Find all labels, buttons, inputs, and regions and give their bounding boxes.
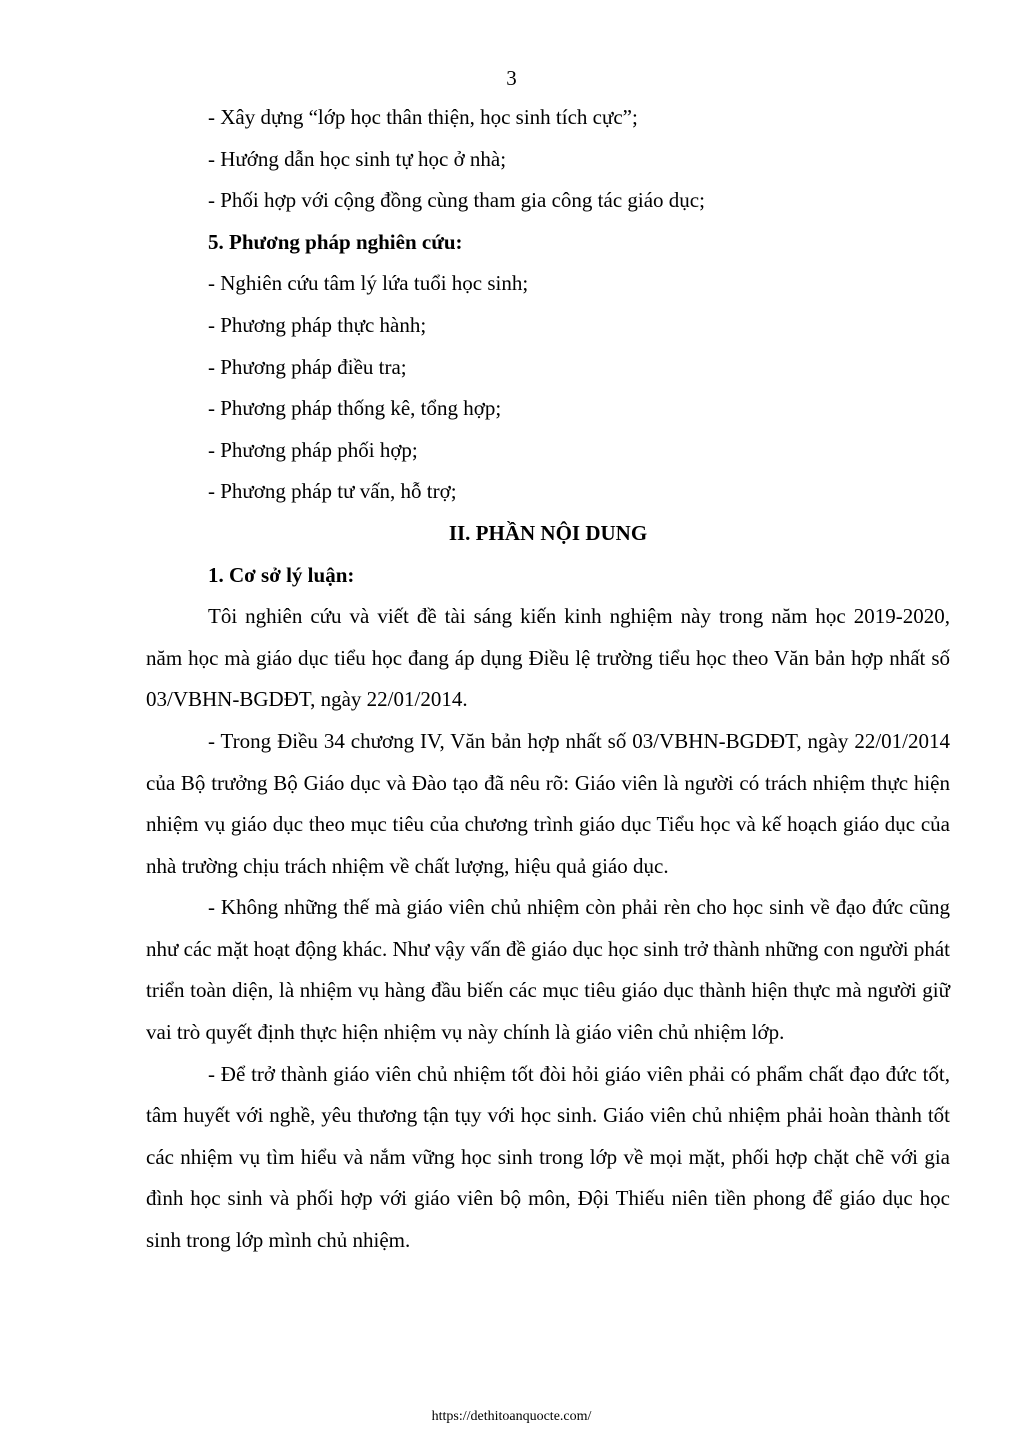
section-heading: 5. Phương pháp nghiên cứu: xyxy=(208,229,463,254)
list-item: - Hướng dẫn học sinh tự học ở nhà; xyxy=(208,146,507,171)
paragraph: - Để trở thành giáo viên chủ nhiệm tốt đòi hỏi giáo viên phải có phẩm chất đạo đức tốt, tâm huyết với nghề, yêu thương tận tụy với học sinh. Giáo viên chủ nhiệm phải hoàn thành tốt các nhiệm vụ tìm hiểu và nắm vững học sinh trong lớp về mọi mặt, phối hợp chặt chẽ với gia đình học sinh và phối hợp với giáo viên bộ môn, Đội Thiếu niên tiền phong để giáo dục học sinh trong lớp mình chủ nhiệm. xyxy=(146,1061,950,1253)
list-item: - Phương pháp thống kê, tổng hợp; xyxy=(208,396,502,421)
list-item: - Xây dựng “lớp học thân thiện, học sinh tích cực”; xyxy=(208,105,638,129)
footer-url: https://dethitoanquocte.com/ xyxy=(431,1409,592,1424)
document-body xyxy=(146,97,950,1262)
part-heading: II. PHẦN NỘI DUNG xyxy=(448,520,648,545)
section-heading: 1. Cơ sở lý luận: xyxy=(208,562,355,587)
list-item: - Phương pháp điều tra; xyxy=(208,354,407,379)
paragraph: - Trong Điều 34 chương IV, Văn bản hợp nhất số 03/VBHN-BGDĐT, ngày 22/01/2014 của Bộ trưởng Bộ Giáo dục và Đào tạo đã nêu rõ: Giáo viên là người có trách nhiệm thực hiện nhiệm vụ giáo dục theo mục tiêu của chương trình giáo dục Tiểu học và kế hoạch giáo dục của nhà trường chịu trách nhiệm về chất lượng, hiệu quả giáo dục. xyxy=(146,728,950,878)
list-item: - Phương pháp thực hành; xyxy=(208,312,427,337)
list-item: - Phương pháp tư vấn, hỗ trợ; xyxy=(208,479,457,504)
list-item: - Nghiên cứu tâm lý lứa tuổi học sinh; xyxy=(208,271,529,296)
list-item: - Phối hợp với cộng đồng cùng tham gia công tác giáo dục; xyxy=(208,188,705,213)
paragraph: - Không những thế mà giáo viên chủ nhiệm còn phải rèn cho học sinh về đạo đức cũng như các mặt hoạt động khác. Như vậy vấn đề giáo dục học sinh trở thành những con người phát triển toàn diện, là nhiệm vụ hàng đầu biến các mục tiêu giáo dục thành hiện thực mà người giữ vai trò quyết định thực hiện nhiệm vụ này chính là giáo viên chủ nhiệm lớp. xyxy=(146,895,950,1045)
paragraph: Tôi nghiên cứu và viết đề tài sáng kiến kinh nghiệm này trong năm học 2019-2020, năm học mà giáo dục tiểu học đang áp dụng Điều lệ trường tiểu học theo Văn bản hợp nhất số 03/VBHN-BGDĐT, ngày 22/01/2014. xyxy=(146,604,950,712)
list-item: - Phương pháp phối hợp; xyxy=(208,437,418,462)
page-number: 3 xyxy=(506,66,517,90)
